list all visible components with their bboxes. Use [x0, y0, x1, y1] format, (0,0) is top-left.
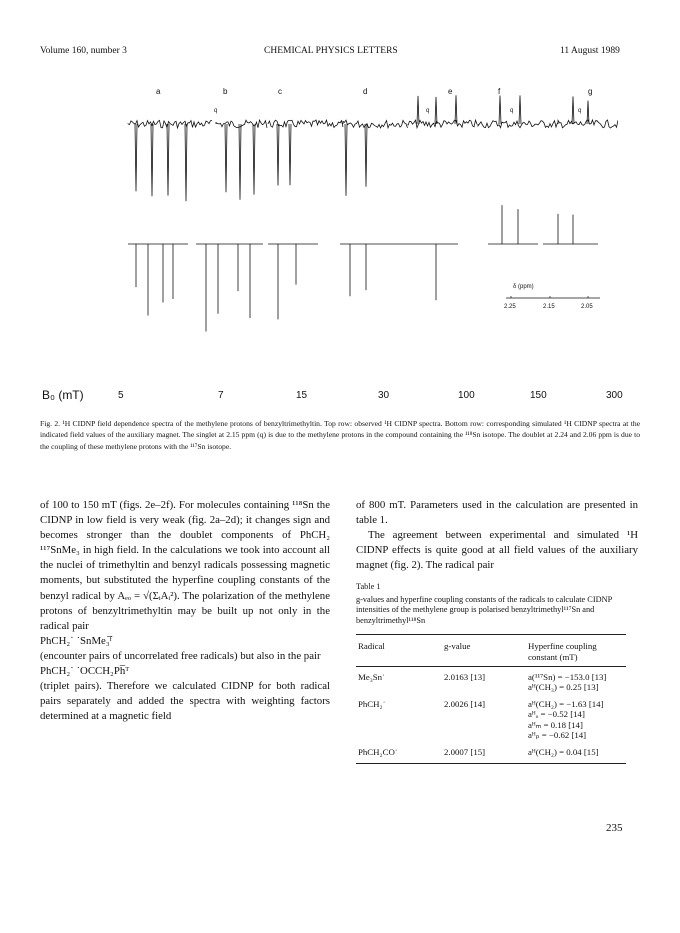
ppm-label: δ (ppm): [513, 284, 534, 290]
observed-spectrum-trace: [343, 120, 408, 128]
panel-label-g: g: [588, 87, 593, 96]
left-column: [40, 498, 330, 724]
table-cell: [526, 741, 626, 764]
issue-date: 11 August 1989: [560, 46, 620, 56]
spectrum-peak: [253, 124, 255, 195]
panel-label-e: e: [448, 87, 453, 96]
table-cell: [526, 693, 626, 741]
table-cell: [526, 666, 626, 693]
spectrum-peak: [239, 124, 241, 200]
table-header: Hyperfine coupling constant (mT): [528, 641, 597, 662]
journal-title: CHEMICAL PHYSICS LETTERS: [264, 46, 398, 56]
spectrum-peak: [151, 124, 153, 196]
ppm-tick-2: 2.15: [543, 304, 555, 310]
spectrum-peak: [225, 124, 227, 192]
observed-spectrum-trace: [478, 121, 558, 128]
cidnp-spectra-figure: [118, 84, 618, 414]
hfc-value: aᴴₚ = −0.62 [14]: [528, 729, 587, 740]
table-header: g-value: [444, 641, 471, 652]
panel-label-c: c: [278, 87, 282, 96]
paragraph: The agreement between experimental and simulated ¹H CIDNP effects is quite good at all field values of the auxiliary magnet (fig. 2). The radical pair: [356, 529, 638, 572]
spectrum-peak: [417, 96, 419, 124]
spectrum-peak: [572, 96, 574, 124]
field-axis-label: B₀ (mT): [42, 388, 84, 402]
table-cell: 2.0026 [14]: [444, 699, 486, 710]
figure-caption: Fig. 2. ¹H CIDNP field dependence spectra of the methylene protons of benzyltrimethyltin. Top row: observed ¹H CIDNP spectra. Bottom row: corresponding simulated ¹H CIDNP spectra at the indicated field values of the auxiliary magnet. The singlet at 2.15 ppm (q) is due to the methylene protons in the compound containing the ¹¹⁸Sn isotope. The doublet at 2.24 and 2.06 ppm is due to the coupling of these methylene protons with the ¹¹⁷Sn isotope.: [40, 419, 640, 451]
spectrum-peak: [519, 95, 521, 124]
hfc-value: aᴴ(CH₂) = 0.04 [15]: [528, 747, 599, 757]
table-cell: 2.0163 [13]: [444, 671, 486, 682]
hfc-value: a(¹¹⁷Sn) = −153.0 [13]: [528, 671, 607, 682]
table-1: [356, 582, 638, 764]
table-cell: Me₃Sn˙: [358, 671, 386, 682]
field-value-label: 7: [218, 390, 224, 401]
q-marker: q: [510, 108, 514, 114]
field-value-label: 30: [378, 390, 390, 401]
table-label: Table 1: [356, 582, 381, 591]
paragraph: (encounter pairs of uncorrelated free radicals) but also in the pair: [40, 649, 321, 662]
field-value-label: 150: [530, 390, 547, 401]
ppm-scale: [504, 284, 600, 310]
paragraph: of 100 to 150 mT (figs. 2e–2f). For molecules containing ¹¹⁸Sn the CIDNP in low field is very weak (fig. 2a–2d); it changes sign and becomes stronger than the doublet components of PhCH₂ ¹¹⁷SnMe₃ in high field. In the calculations we took into account all the nuclei of trimethyltin and benzyl radicals possessing magnetic moments, but substituted the hyperfine coupling constants of the benzyl radical by Aₑₒ = √(ΣᵢAᵢ²). The polarization of the methylene protons of benzyltrimethyltin may be built up not only in the radical pair: [40, 499, 330, 632]
observed-spectrum-trace: [128, 120, 212, 128]
right-column: [356, 498, 638, 573]
ppm-tick-3: 2.05: [581, 304, 593, 310]
spectrum-peak: [277, 124, 279, 185]
field-value-label: 5: [118, 390, 124, 401]
q-marker: q: [578, 108, 582, 114]
panel-label-f: f: [498, 87, 501, 96]
hfc-value: aᴴ(CH₂) = −1.63 [14]: [528, 699, 604, 710]
ppm-tick-1: 2.25: [504, 304, 516, 310]
table-title: g-values and hyperfine coupling constants of the radicals to calculate CIDNP intensities of the methylene group is polarised benzyltrimethyl¹¹⁷Sn and benzyltrimethyl¹¹⁸Sn: [356, 594, 612, 625]
spectrum-peak: [435, 97, 437, 124]
spectrum-peak: [365, 124, 367, 187]
paragraph: (triplet pairs). Therefore we calculated CIDNP for both radical pairs separately and added the spectra with weighting factors determined at a magnetic field: [40, 680, 330, 723]
paragraph: of 800 mT. Parameters used in the calculation are presented in table 1.: [356, 499, 638, 527]
spectrum-peak: [455, 95, 457, 124]
hfc-value: aᴴₘ = 0.18 [14]: [528, 719, 583, 730]
table-cell: PhCH₂CO˙: [358, 747, 398, 757]
table-header: Radical: [358, 641, 385, 652]
spectrum-peak: [135, 124, 137, 191]
table-cell: 2.0007 [15]: [444, 747, 486, 757]
observed-spectrum-trace: [408, 120, 477, 128]
panel-label-a: a: [156, 87, 161, 96]
field-value-label: 300: [606, 390, 623, 401]
field-value-label: 100: [458, 390, 475, 401]
page-number: 235: [606, 822, 623, 834]
spectrum-peak: [345, 124, 347, 196]
radical-pair-formula-2: PhCH₂˙ ˙OCCH₂Ph̅ᵀ: [40, 665, 130, 678]
radical-pair-formula-1: PhCH₂˙ ˙SnMe₃̅ᶠ: [40, 634, 112, 647]
observed-spectrum-trace: [558, 120, 618, 128]
q-marker: q: [426, 108, 430, 114]
hfc-value: aᴴₒ = −0.52 [14]: [528, 709, 585, 720]
spectrum-peak: [167, 124, 169, 196]
spectrum-peak: [185, 124, 187, 201]
q-marker: q: [214, 108, 218, 114]
panel-label-b: b: [223, 87, 228, 96]
spectrum-peak: [289, 124, 291, 185]
spectrum-peak: [499, 95, 501, 124]
observed-spectrum-trace: [216, 120, 267, 128]
table-body: [356, 634, 626, 764]
table-cell: PhCH₂˙: [358, 699, 386, 710]
volume-info: Volume 160, number 3: [40, 46, 127, 56]
hfc-value: aᴴ(CH₃) = 0.25 [13]: [528, 681, 599, 692]
field-value-label: 15: [296, 390, 308, 401]
panel-label-d: d: [363, 87, 368, 96]
